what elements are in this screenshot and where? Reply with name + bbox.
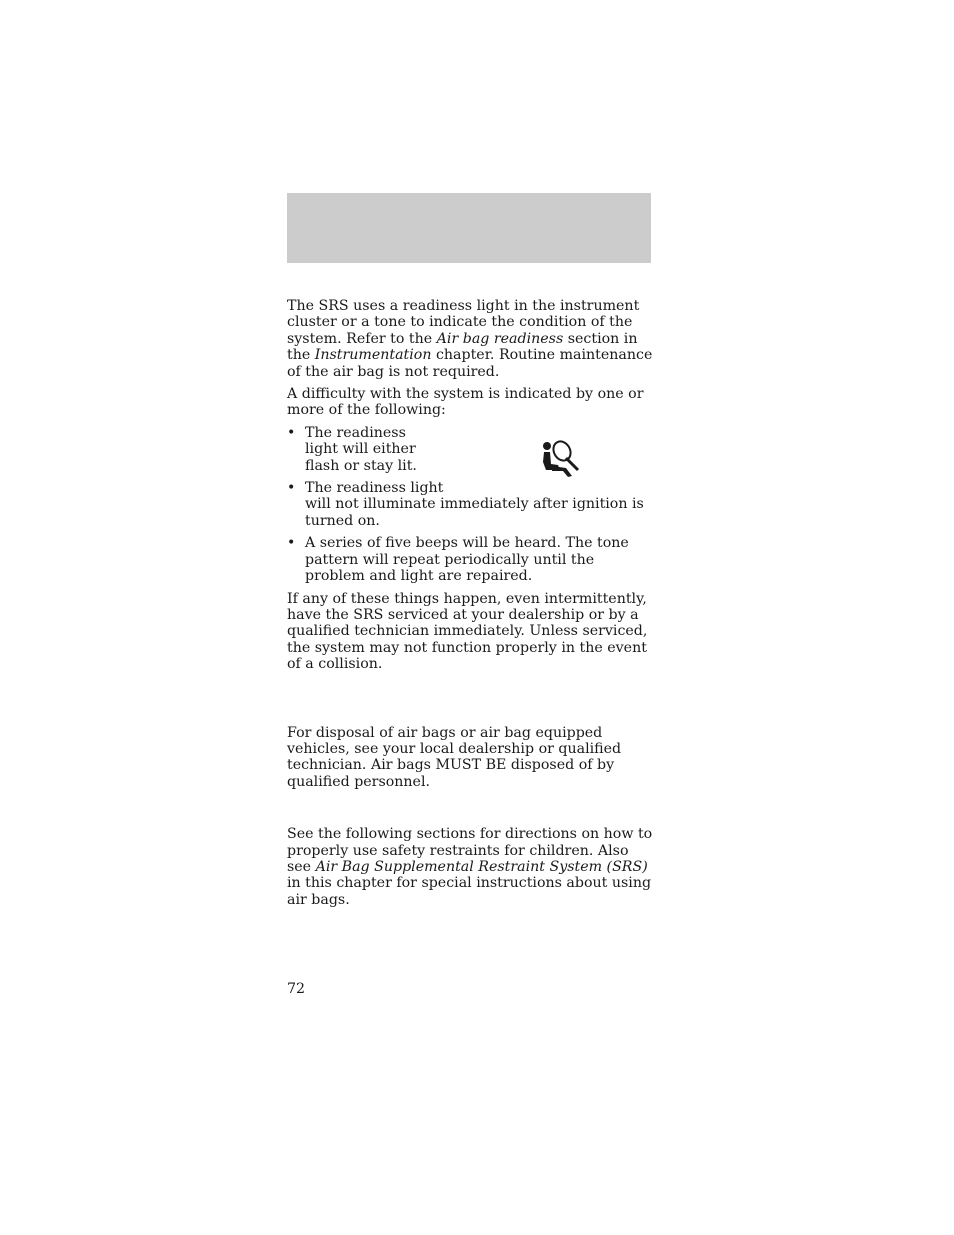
disposal-paragraph: For disposal of air bags or air bag equipped vehicles, see your local dealership or qualified technician. Air bags MUST BE disposed of by qualified personnel. <box>287 724 622 790</box>
air-bag-readiness-reference: Air bag readiness <box>436 330 564 347</box>
list-item: • The readiness light will not illuminate immediately after ignition is turned on. <box>287 480 644 529</box>
chapter-header-band <box>287 193 651 263</box>
page-body <box>287 298 653 908</box>
difficulty-list <box>287 425 653 585</box>
service-warning-paragraph: If any of these things happen, even intermittently, have the SRS serviced at your dealership or by a qualified technician immediately. Unless serviced, the system may not function properly in the event of a collision. <box>287 590 648 673</box>
page-number: 72 <box>287 981 306 997</box>
child-restraints-paragraph: See the following sections for directions on how to properly use safety restraints for children. Also see Air Bag Supplemental Restraint System (SRS) in this chapter for special instructions about using air bags. <box>287 826 653 908</box>
srs-readiness-paragraph: The SRS uses a readiness light in the instrument cluster or a tone to indicate the condition of the system. Refer to the Air bag readiness section in the Instrumentation chapter. Routine maintenance of the air bag is not required. <box>287 298 653 380</box>
difficulty-intro-paragraph: A difficulty with the system is indicated by one or more of the following: <box>287 386 644 419</box>
list-item: • A series of five beeps will be heard. The tone pattern will repeat periodically until the problem and light are repaired. <box>287 535 629 585</box>
list-item: • The readiness light will either flash or stay lit. <box>287 424 417 474</box>
instrumentation-reference: Instrumentation <box>314 347 432 364</box>
bullet-marker: • <box>287 424 296 441</box>
bullet-marker: • <box>287 480 296 497</box>
bullet-marker: • <box>287 535 296 552</box>
airbag-readiness-icon <box>538 438 582 478</box>
srs-section-reference: Air Bag Supplemental Restraint System (SRS) <box>315 858 648 875</box>
